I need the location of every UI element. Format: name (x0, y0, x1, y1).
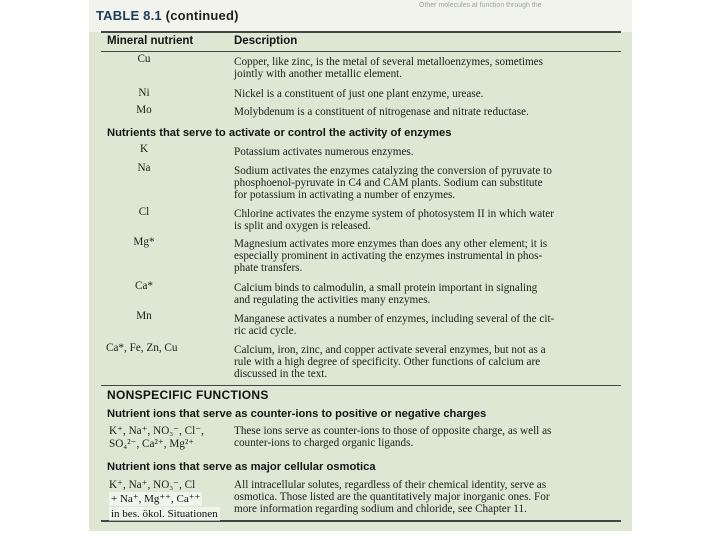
desc-osmotica-3: more information regarding sodium and chloride, see Chapter 11. (234, 503, 527, 515)
nutrient-k: K (139, 143, 149, 155)
desc-mo: Molybdenum is a constituent of nitrogenase and nitrate reductase. (234, 106, 529, 118)
nutrient-mo: Mo (136, 104, 152, 116)
desc-counter-1: These ions serve as counter-ions to those of opposite charge, as well as (234, 425, 552, 437)
desc-mg-2: especially prominent in activating the enzymes instrumental in phos- (234, 250, 543, 262)
scanned-table (89, 0, 632, 531)
section-enzymes: Nutrients that serve to activate or control the activity of enzymes (107, 127, 452, 139)
desc-cu-2: jointly with another metallic element. (234, 68, 403, 80)
nutrient-cl: Cl (138, 206, 150, 218)
desc-counter-2: counter-ions to charged organic ligands. (234, 437, 414, 449)
title-bar (89, 0, 632, 32)
desc-cu-1: Copper, like zinc, is the metal of several metalloenzymes, sometimes (234, 56, 543, 68)
annotation-ions: + Na⁺, Mg⁺⁺, Ca⁺⁺ (111, 493, 201, 505)
desc-cafezncu-1: Calcium, iron, zinc, and copper activate several enzymes, but not as a (234, 344, 546, 356)
nutrient-ca-fe-zn-cu: Ca*, Fe, Zn, Cu (106, 342, 178, 354)
counter-ions-2: SO₄²⁻, Ca²⁺, Mg²⁺ (109, 438, 195, 450)
desc-cafezncu-3: discussed in the text. (234, 368, 328, 380)
desc-mn-2: ric acid cycle. (234, 325, 297, 337)
section-counter-ions: Nutrient ions that serve as counter-ions to positive or negative charges (107, 408, 487, 420)
nutrient-ni: Ni (138, 87, 150, 99)
desc-osmotica-1: All intracellular solutes, regardless of their chemical identity, serve as (234, 479, 547, 491)
nonspecific-heading: NONSPECIFIC FUNCTIONS (107, 388, 269, 402)
desc-osmotica-2: osmotica. Those listed are the quantitatively major inorganic ones. For (234, 491, 550, 503)
nutrient-cu: Cu (137, 53, 151, 65)
section-osmotica: Nutrient ions that serve as major cellular osmotica (107, 461, 376, 473)
nutrient-ca: Ca* (134, 280, 154, 292)
desc-mg-3: phate transfers. (234, 262, 303, 274)
rule-header (101, 51, 621, 52)
nutrient-na: Na (137, 162, 151, 174)
osmotica-ions: K⁺, Na⁺, NO₃⁻, Cl (109, 479, 196, 491)
desc-cl-1: Chlorine activates the enzyme system of photosystem II in which water (234, 208, 555, 220)
desc-mn-1: Manganese activates a number of enzymes, including several of the cit- (234, 313, 555, 325)
table-continued: (continued) (165, 8, 239, 23)
desc-cl-2: is split and oxygen is released. (234, 220, 371, 232)
nutrient-mg: Mg* (133, 236, 155, 248)
desc-ca-2: and regulating the activities many enzymes. (234, 294, 431, 306)
header-description: Description (234, 35, 298, 47)
desc-cafezncu-2: rule with a high degree of specificity. Other functions of calcium are (234, 356, 541, 368)
header-mineral: Mineral nutrient (107, 35, 194, 47)
rule-nonspecific (101, 385, 621, 386)
desc-na-3: for potassium in activating a number of enzymes. (234, 189, 456, 201)
desc-na-1: Sodium activates the enzymes catalyzing the conversion of pyruvate to (234, 165, 552, 177)
counter-ions-1: K⁺, Na⁺, NO₃⁻, Cl⁻, (109, 425, 204, 437)
table-title (96, 8, 239, 23)
rule-top (101, 31, 621, 33)
nutrient-mn: Mn (136, 310, 152, 322)
faint-top-text: Other molecules at function through the (419, 2, 542, 9)
table-label: TABLE 8.1 (96, 8, 162, 23)
desc-ca-1: Calcium binds to calmodulin, a small protein important in signaling (234, 282, 538, 294)
annotation-situations: in bes. ökol. Situationen (111, 508, 218, 520)
desc-k: Potassium activates numerous enzymes. (234, 146, 414, 158)
desc-ni: Nickel is a constituent of just one plant enzyme, urease. (234, 88, 484, 100)
desc-mg-1: Magnesium activates more enzymes than does any other element; it is (234, 238, 548, 250)
desc-na-2: phosphoenol-pyruvate in C4 and CAM plants. Sodium can substitute (234, 177, 543, 189)
